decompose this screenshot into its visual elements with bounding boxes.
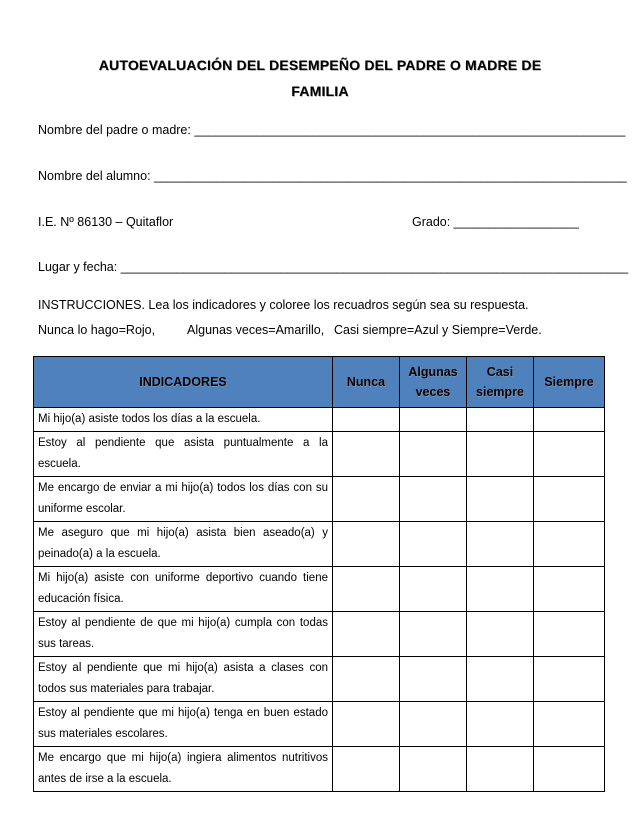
response-box-almost-always[interactable] (467, 408, 534, 432)
indicator-text: Me aseguro que mi hijo(a) asista bien aseado(a) y peinado(a) a la escuela. (34, 522, 333, 567)
header-never: Nunca (333, 357, 400, 408)
table-row (34, 612, 605, 657)
response-box-always[interactable] (534, 567, 605, 612)
place-date-field: Lugar y fecha: _________________________________________________________________________ (38, 260, 629, 274)
header-always: Siempre (534, 357, 605, 408)
table-row (34, 567, 605, 612)
response-box-never[interactable] (333, 432, 400, 477)
response-box-sometimes[interactable] (400, 432, 467, 477)
table-row (34, 702, 605, 747)
response-box-never[interactable] (333, 657, 400, 702)
response-box-almost-always[interactable] (467, 702, 534, 747)
response-box-always[interactable] (534, 747, 605, 792)
response-box-sometimes[interactable] (400, 612, 467, 657)
response-box-sometimes[interactable] (400, 408, 467, 432)
response-box-always[interactable] (534, 702, 605, 747)
table-row (34, 408, 605, 432)
header-almost-always: Casi siempre (467, 357, 534, 408)
response-box-always[interactable] (534, 408, 605, 432)
response-box-sometimes[interactable] (400, 567, 467, 612)
response-box-always[interactable] (534, 432, 605, 477)
indicator-text: Mi hijo(a) asiste con uniforme deportivo cuando tiene educación física. (34, 567, 333, 612)
student-name-field: Nombre del alumno: ____________________________________________________________________ (38, 169, 627, 183)
header-sometimes: Algunas veces (400, 357, 467, 408)
indicator-text: Me encargo de enviar a mi hijo(a) todos los días con su uniforme escolar. (34, 477, 333, 522)
response-box-always[interactable] (534, 612, 605, 657)
title-line-1: AUTOEVALUACIÓN DEL DESEMPEÑO DEL PADRE O MADRE DE (98, 57, 542, 73)
indicator-text: Me encargo que mi hijo(a) ingiera alimentos nutritivos antes de irse a la escuela. (34, 747, 333, 792)
response-box-sometimes[interactable] (400, 522, 467, 567)
table-row (34, 747, 605, 792)
response-box-almost-always[interactable] (467, 567, 534, 612)
response-box-always[interactable] (534, 657, 605, 702)
response-box-never[interactable] (333, 747, 400, 792)
title-line-2: FAMILIA (291, 83, 349, 99)
response-box-almost-always[interactable] (467, 522, 534, 567)
table-row (34, 477, 605, 522)
response-box-never[interactable] (333, 702, 400, 747)
indicators-table (33, 356, 605, 792)
response-box-almost-always[interactable] (467, 612, 534, 657)
response-box-almost-always[interactable] (467, 432, 534, 477)
indicator-text: Estoy al pendiente que mi hijo(a) asista a clases con todos sus materiales para trabajar. (34, 657, 333, 702)
page-title (40, 52, 600, 104)
response-box-always[interactable] (534, 522, 605, 567)
header-indicators: INDICADORES (34, 357, 333, 408)
response-box-almost-always[interactable] (467, 477, 534, 522)
grade-field: Grado: __________________ (412, 215, 579, 229)
legend-never: Nunca lo hago=Rojo, (38, 323, 156, 337)
indicator-text: Estoy al pendiente de que mi hijo(a) cumpla con todas sus tareas. (34, 612, 333, 657)
response-box-sometimes[interactable] (400, 702, 467, 747)
indicator-text: Estoy al pendiente que asista puntualmente a la escuela. (34, 432, 333, 477)
legend-almost-always-always: Casi siempre=Azul y Siempre=Verde. (334, 323, 542, 337)
table-row (34, 522, 605, 567)
response-box-never[interactable] (333, 612, 400, 657)
school-label: I.E. Nº 86130 – Quitaflor (38, 215, 174, 229)
response-box-almost-always[interactable] (467, 747, 534, 792)
table-row (34, 657, 605, 702)
response-box-sometimes[interactable] (400, 657, 467, 702)
response-box-sometimes[interactable] (400, 747, 467, 792)
legend-sometimes: Algunas veces=Amarillo, (187, 323, 325, 337)
indicator-text: Estoy al pendiente que mi hijo(a) tenga en buen estado sus materiales escolares. (34, 702, 333, 747)
response-box-never[interactable] (333, 477, 400, 522)
response-box-almost-always[interactable] (467, 657, 534, 702)
response-box-never[interactable] (333, 408, 400, 432)
response-box-always[interactable] (534, 477, 605, 522)
response-box-never[interactable] (333, 567, 400, 612)
table-row (34, 432, 605, 477)
table-header-row (34, 357, 605, 408)
parent-name-field: Nombre del padre o madre: ______________________________________________________________ (38, 123, 626, 137)
response-box-sometimes[interactable] (400, 477, 467, 522)
response-box-never[interactable] (333, 522, 400, 567)
instructions-text: INSTRUCCIONES. Lea los indicadores y coloree los recuadros según sea su respuesta. (38, 298, 529, 312)
indicator-text: Mi hijo(a) asiste todos los días a la escuela. (34, 408, 333, 432)
